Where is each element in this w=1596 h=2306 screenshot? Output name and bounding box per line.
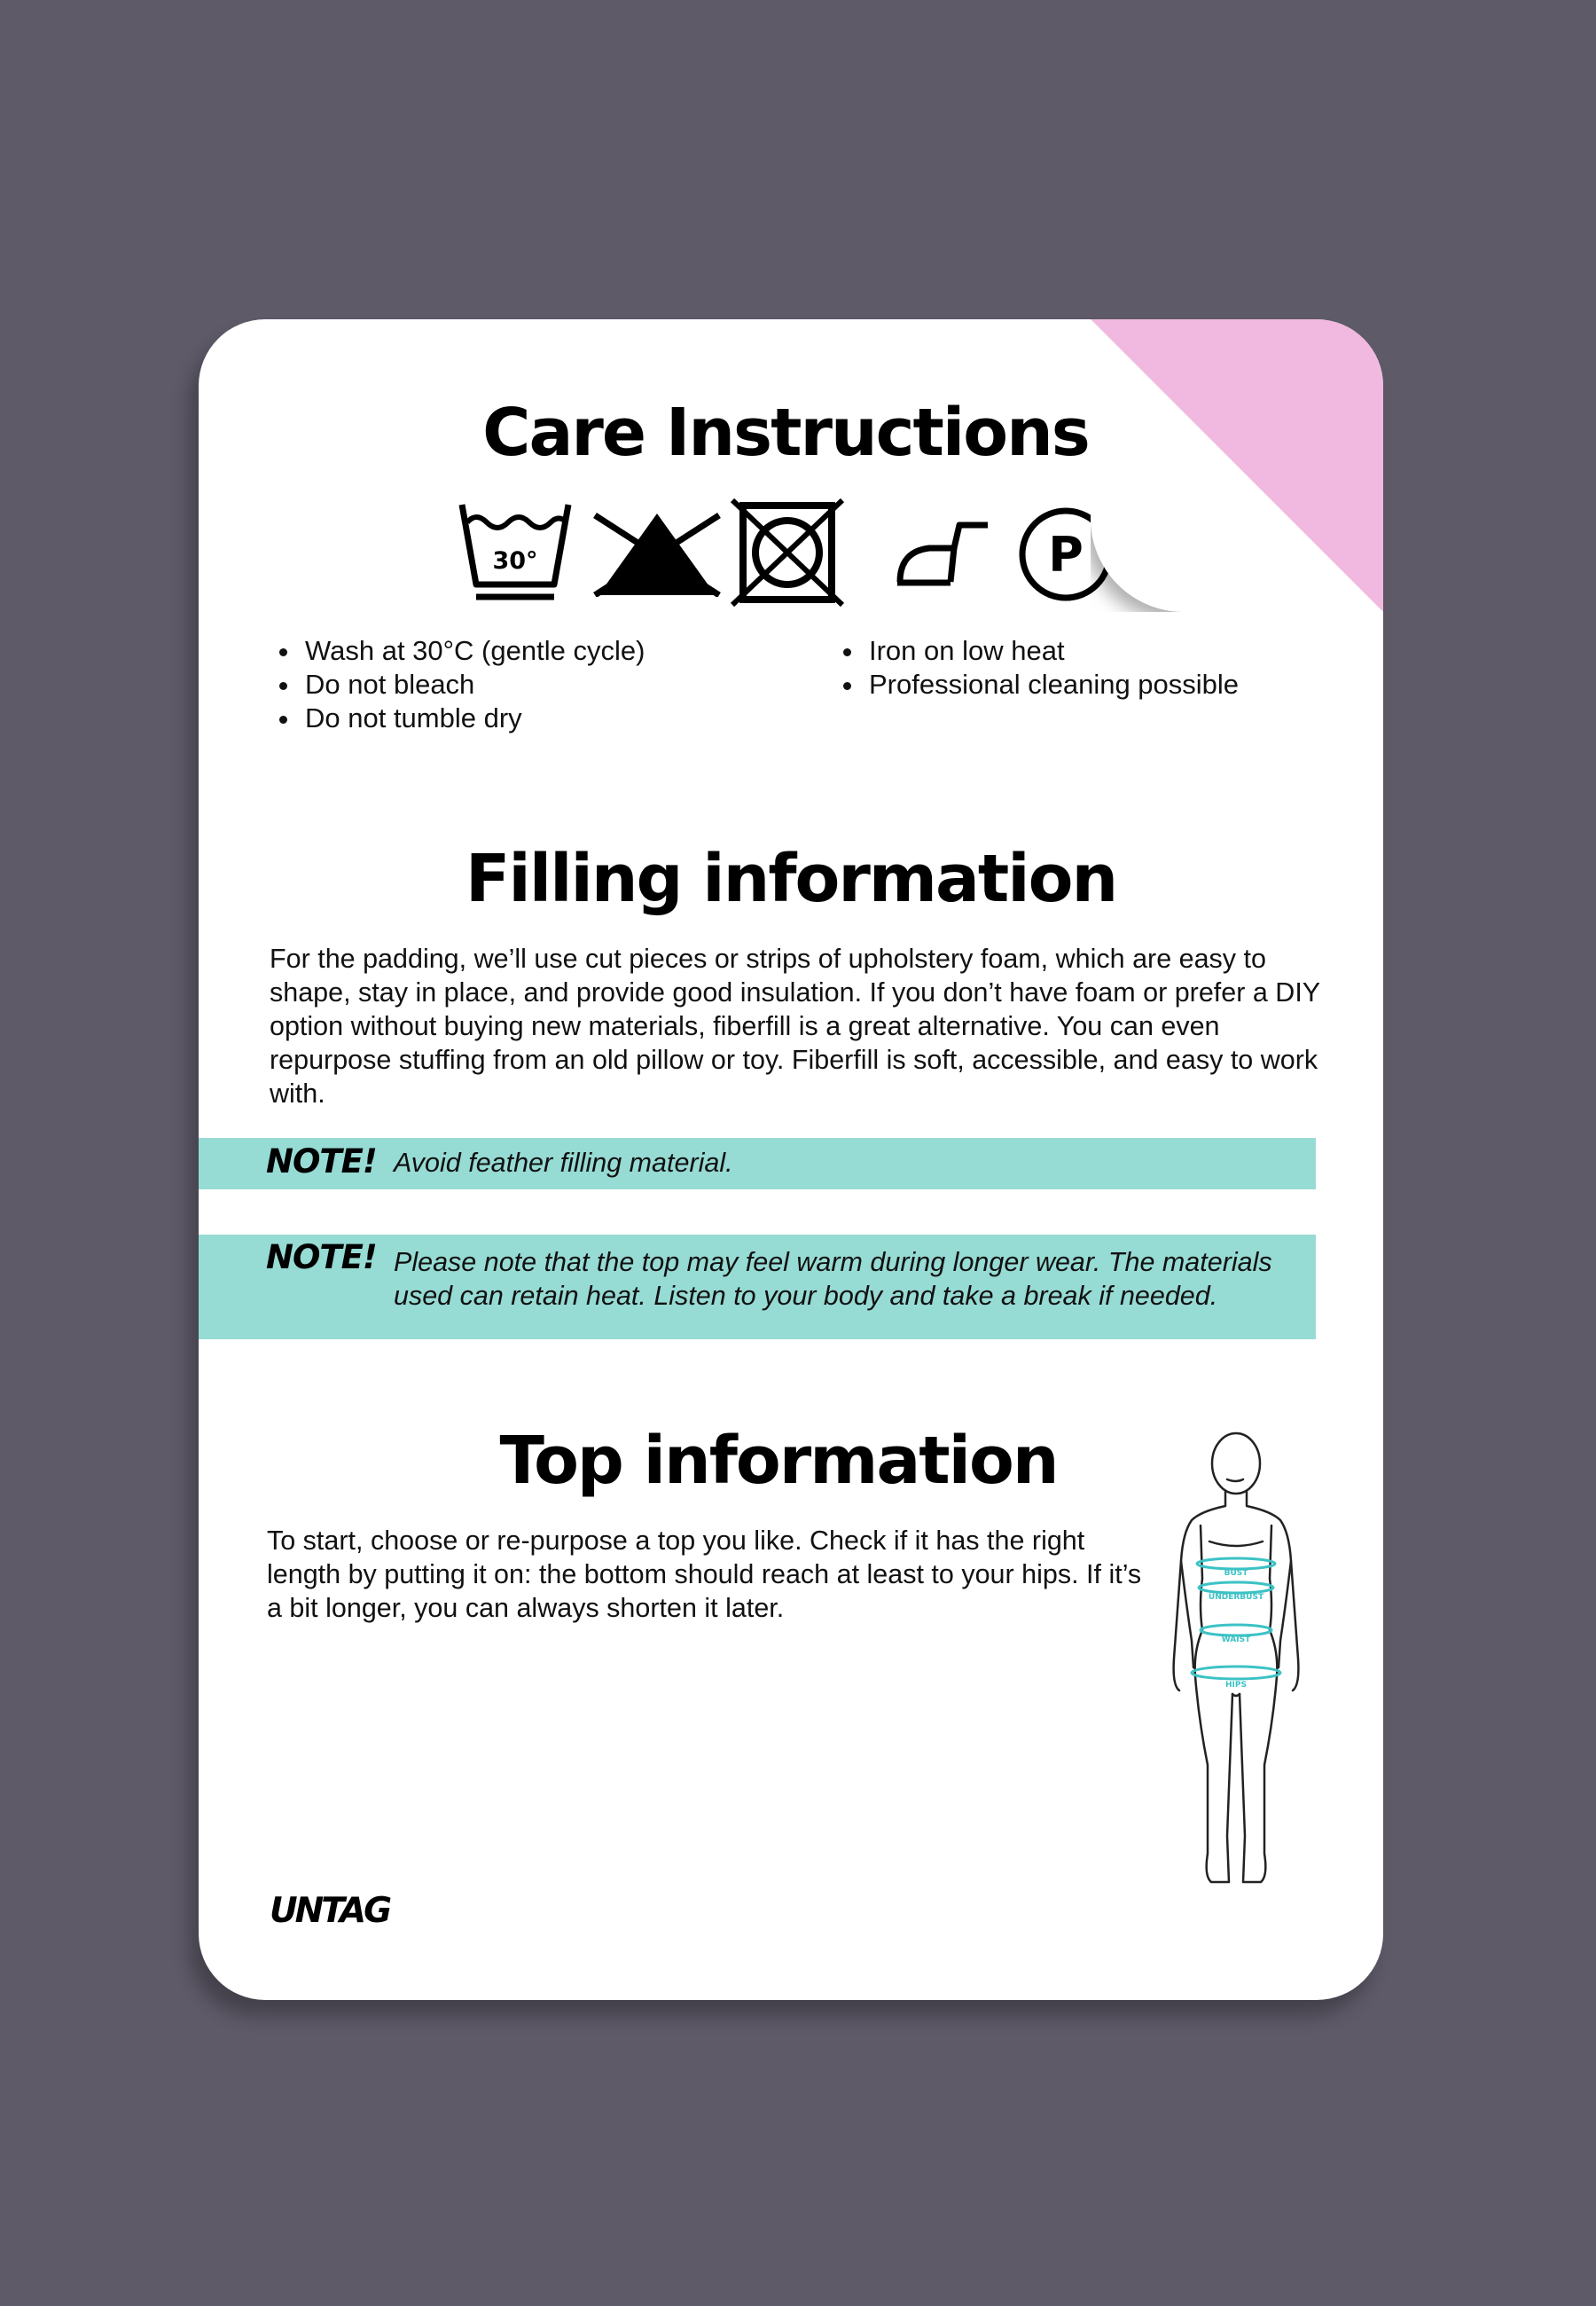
list-item: • Iron on low heat [865, 634, 1239, 668]
hips-label: HIPS [1225, 1681, 1247, 1690]
wash-temp-label: 30° [492, 547, 538, 575]
do-not-bleach-icon [591, 510, 723, 597]
care-instructions-title: Care Instructions [482, 395, 1089, 471]
do-not-tumble-dry-icon [731, 498, 844, 607]
care-list-left [266, 634, 645, 735]
list-item: • Do not tumble dry [301, 702, 645, 735]
note-label: NOTE! [266, 1238, 377, 1276]
brand-logo: UNTAG [270, 1891, 390, 1931]
note-text: Avoid feather filling material. [394, 1148, 733, 1178]
top-paragraph: To start, choose or re-purpose a top you like. Check if it has the right length by putting it on: the bottom should reach at least to your hips. If it’s a bit longer, you can always shorten it later. [267, 1526, 1142, 1623]
note-banner [199, 1235, 1316, 1339]
wash-30-icon [457, 499, 574, 601]
bust-label: BUST [1224, 1569, 1248, 1578]
filling-paragraph: For the padding, we’ll use cut pieces or strips of upholstery foam, which are easy to shape, stay in place, and provide good insulation. If you don’t have foam or prefer a DIY option without buying new materials, fiberfill is a great alternative. You can even repurpose stuffing from an old pillow or toy. Fiberfill is soft, accessible, and easy to work with. [270, 944, 1320, 1109]
care-list-right [830, 634, 1239, 702]
note-banner [199, 1138, 1316, 1189]
underbust-label: UNDERBUST [1208, 1593, 1264, 1602]
professional-cleaning-letter: P [1048, 527, 1084, 583]
filling-information-title: Filling information [465, 841, 1117, 917]
waist-label: WAIST [1221, 1635, 1251, 1644]
list-item: • Professional cleaning possible [865, 668, 1239, 702]
top-information-title: Top information [499, 1423, 1058, 1499]
note-text: Please note that the top may feel warm during longer wear. The materials used can retain heat. Listen to your body and take a break if needed. [394, 1247, 1272, 1311]
list-item: • Do not bleach [301, 668, 645, 702]
care-card [199, 319, 1383, 2000]
body-measurement-figure [1147, 1428, 1325, 1916]
iron-low-heat-icon [896, 516, 995, 589]
note-label: NOTE! [266, 1142, 377, 1180]
list-item: • Wash at 30°C (gentle cycle) [301, 634, 645, 668]
